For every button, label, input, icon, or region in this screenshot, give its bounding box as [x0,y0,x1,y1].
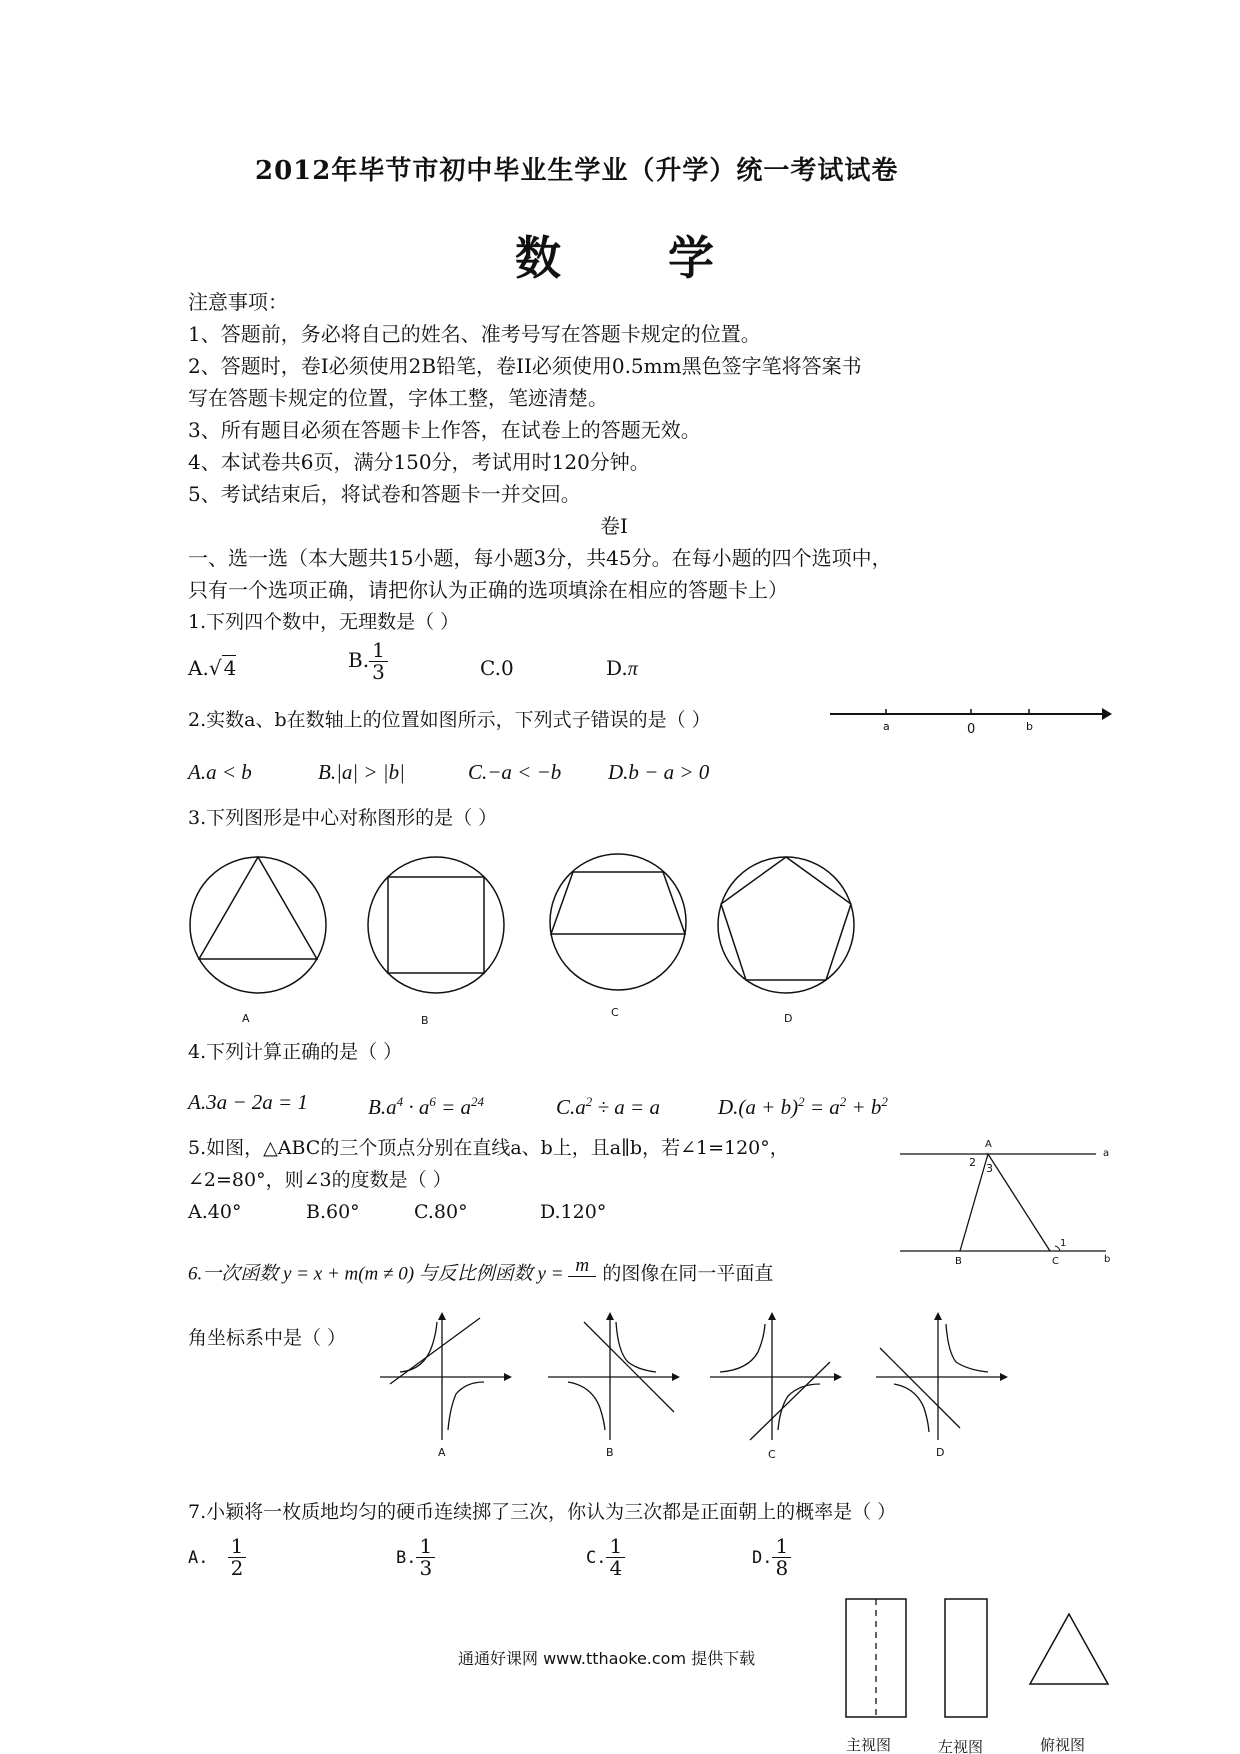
q5-fig-line-a: a [1103,1148,1110,1159]
note-item-5: 5、考试结束后，将试卷和答题卡一并交回。 [188,482,581,506]
top-view-figure [1028,1612,1112,1688]
note-item-4: 4、本试卷共6页，满分150分，考试用时120分钟。 [188,450,650,474]
q3-label-b: B [421,1014,429,1027]
q3-label-c: C [611,1006,619,1019]
q6-graph-a [380,1312,520,1442]
q5-figure-triangle-parallel-lines [900,1140,1120,1280]
q5-fig-angle-1: 1 [1060,1238,1067,1249]
q2-axis-a: a [883,720,890,733]
q5-option-b: B.60° [306,1201,360,1223]
q4-option-b: $B.a^4 \cdot a^6 = a^{24}$ [368,1094,484,1119]
q5-option-a: A.40° [188,1201,242,1223]
q4-option-c: $C.a^2 \div a = a$ [556,1094,660,1119]
notes-heading: 注意事项： [188,290,288,314]
q5-fig-vertex-b: B [955,1256,962,1267]
front-view-label: 主视图 [846,1736,892,1754]
q3-figure-d-pentagon-in-circle [716,855,876,1005]
subject-char-2: 学 [668,231,716,285]
section-intro-1: 一、选一选（本大题共15小题，每小题3分，共45分。在每小题的四个选项中， [188,546,892,570]
note-item-2: 2、答题时，卷I必须使用2B铅笔，卷II必须使用0.5mm黑色签字笔将答案书 [188,354,862,378]
q2-option-b: B.|a| > |b| [318,760,405,784]
q1-option-d: D.π [606,656,638,680]
left-view-label: 左视图 [938,1738,984,1754]
q4-stem: 4.下列计算正确的是（ ） [188,1041,403,1063]
q5-fig-vertex-a: A [985,1139,992,1150]
q5-fig-angle-3: 3 [986,1162,993,1175]
q1-option-a: A.√ 4 [188,656,237,680]
q3-figure-c-trapezoid-in-circle [548,852,708,1002]
q5-fig-angle-2: 2 [969,1156,976,1169]
exam-title: 2012年毕节市初中毕业生学业（升学）统一考试试卷 [255,156,899,186]
q5-option-d: D.120° [540,1201,607,1223]
q6-graph-b [548,1312,688,1442]
q3-figure-b-square-in-circle [366,855,526,1005]
q4-option-d: $D.(a + b)^2 = a^2 + b^2$ [718,1094,888,1119]
q3-stem: 3.下列图形是中心对称图形的是（ ） [188,807,498,829]
section-label: 卷I [600,514,628,538]
note-item-3: 3、所有题目必须在答题卡上作答，在试卷上的答题无效。 [188,418,701,442]
q6-label-c: C [768,1448,776,1461]
q6-graph-d [876,1312,1016,1442]
q1-option-b: B. $\frac{1}{3}$ [348,640,388,683]
q4-option-a: A.3a − 2a = 1 [188,1090,308,1114]
footer-source: 通通好课网 www.tthaoke.com 提供下载 [458,1649,756,1668]
q7-option-d: D. $\frac{1}{8}$ [752,1536,791,1579]
q7-stem: 7.小颖将一枚质地均匀的硬币连续掷了三次，你认为三次都是正面朝上的概率是（ ） [188,1501,897,1523]
q2-option-a: A.a < b [188,760,252,784]
q7-option-a: A. $\frac{1}{2}$ [188,1536,246,1579]
q6-label-d: D [936,1446,945,1459]
q5-stem-1: 5.如图，△ABC的三个顶点分别在直线a、b上，且a∥b，若∠1=120°， [188,1137,789,1159]
left-view-figure [944,1598,990,1720]
q5-fig-vertex-c: C [1052,1256,1059,1267]
q2-axis-b: b [1026,720,1033,733]
q1-option-c: C.0 [480,656,514,680]
subject-char-1: 数 [515,231,563,285]
top-view-label: 俯视图 [1040,1736,1086,1754]
q6-graph-c [710,1312,850,1442]
q6-stem-2: 角坐标系中是（ ） [188,1327,347,1349]
q1-stem: 1.下列四个数中，无理数是（ ） [188,611,460,633]
q6-stem-1: 6.一次函数 y = x + m(m ≠ 0) 与反比例函数 y = m 的图像在同一平面直 [188,1255,774,1285]
q2-option-d: D.b − a > 0 [608,760,710,784]
q6-label-b: B [606,1446,614,1459]
q5-fig-line-b: b [1104,1254,1111,1265]
q7-option-c: C. $\frac{1}{4}$ [586,1536,625,1579]
q2-axis-zero: 0 [967,722,976,737]
q2-stem: 2.实数a、b在数轴上的位置如图所示，下列式子错误的是（ ） [188,709,711,731]
q3-figure-a-triangle-in-circle [188,855,348,1005]
note-item-2-cont: 写在答题卡规定的位置，字体工整，笔迹清楚。 [188,386,608,410]
q5-option-c: C.80° [414,1201,468,1223]
note-item-1: 1、答题前，务必将自己的姓名、准考号写在答题卡规定的位置。 [188,322,761,346]
front-view-figure [845,1598,909,1720]
q5-stem-2: ∠2=80°，则∠3的度数是（ ） [188,1169,452,1191]
q3-label-a: A [242,1012,250,1025]
q3-label-d: D [784,1012,793,1025]
q7-option-b: B. $\frac{1}{3}$ [396,1536,435,1579]
q2-option-c: C.−a < −b [468,760,562,784]
q6-label-a: A [438,1446,446,1459]
section-intro-2: 只有一个选项正确，请把你认为正确的选项填涂在相应的答题卡上） [188,578,788,602]
